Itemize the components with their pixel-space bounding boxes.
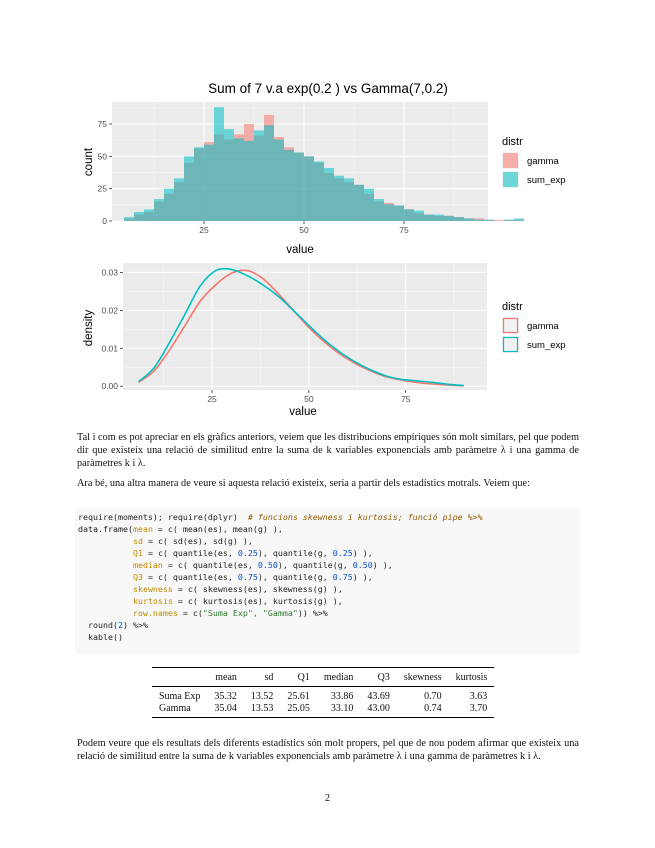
histogram-bar-sum-exp [164,189,174,221]
table-cell: 25.05 [287,703,310,714]
chart1-y-label: count [83,147,95,177]
table-cell: 13.53 [250,703,274,714]
code-arg: row.names [132,608,178,619]
histogram-bar-sum-exp [334,176,344,221]
histogram-bar-sum-exp [414,211,424,221]
code-token: = c( skewness(es), skewness(g) ), [172,584,343,595]
histogram-bar-sum-exp [484,220,494,221]
table-header: kurtosis [449,668,495,687]
histogram-bar-sum-exp [474,220,484,221]
table-header: sd [244,668,281,687]
legend2-swatch-sum-exp [502,336,519,353]
histogram-bar-sum-exp [124,217,134,221]
code-token: = c( mean(es), mean(g) ), [152,524,283,535]
code-token: data.frame( [78,524,133,535]
legend1-key-sum-exp [503,172,518,187]
histogram-bar-sum-exp [514,218,524,221]
y-tick-label: 0.02 [101,305,118,316]
x-tick-label: 75 [399,225,409,235]
x-tick-label: 25 [207,394,217,404]
table-cell: Gamma [159,703,191,714]
paragraph-intro: Tal i com es pot apreciar en els gràfics anteriors, veiem que les distribucions empíriques són molt similars, pel que podem dir que existeix una relació de similitud entre la suma de k variables exponencials amb paràmetre λ i una gamma de paràmetres k i λ. [77,432,579,470]
table-header: median [317,668,360,687]
histogram-bar-sum-exp [384,204,394,221]
code-arg: Q3 [132,572,143,583]
code-token: ), quantile(g, [257,548,333,559]
histogram-bar-sum-exp [284,150,294,221]
y-tick-label: 0.03 [101,267,118,278]
legend2-swatch-gamma [502,317,519,334]
histogram-bar-sum-exp [204,145,214,221]
x-tick-label: 50 [299,225,309,235]
table-cell: 43.69 [367,691,390,702]
table-cell: 43.00 [367,703,390,714]
code-token: = c( [177,608,203,619]
chart1-x-ticks [199,221,409,235]
code-arg: sd [132,536,143,547]
histogram-bar-gamma [494,220,504,221]
table-cell: Suma Exp [159,691,201,702]
figure [0,0,655,420]
y-tick-label: 0.00 [101,381,118,392]
code-arg: skewness [132,584,173,595]
histogram-bar-sum-exp [154,199,164,221]
histogram-bar-sum-exp [304,156,314,221]
table-header: mean [207,668,244,687]
code-number: 0.75 [332,572,353,583]
table-cell: 33.86 [330,691,354,702]
histogram-bar-sum-exp [264,125,274,221]
histogram-bar-sum-exp [364,189,374,221]
histogram-bar-sum-exp [234,138,244,221]
table-header-row [152,668,494,687]
y-tick-label: 0 [102,216,107,226]
code-token: kable() [88,632,123,643]
histogram-bar-sum-exp [434,215,444,221]
chart1-y-ticks [98,119,112,226]
histogram-bar-sum-exp [274,140,284,221]
code-number: 0.75 [237,572,258,583]
histogram-bar-sum-exp [214,107,224,221]
histogram-bar-sum-exp [224,129,234,221]
legend1-title: distr [502,136,523,148]
table-header [152,668,207,687]
table-header: skewness [397,668,449,687]
legend1-label-gamma: gamma [527,156,559,167]
code-token: = c( quantile(es, [142,548,238,559]
table-cell: 35.32 [214,691,237,702]
histogram-bar-sum-exp [294,152,304,221]
code-comment: # funcions skewness i kurtosis; funció pipe %>% [247,512,483,522]
table-header: Q3 [360,668,397,687]
histogram-bar-sum-exp [134,212,144,221]
histogram-bar-sum-exp [504,220,514,221]
code-number: 0.25 [332,548,353,559]
code-arg: Q1 [132,548,143,559]
histogram-bar-sum-exp [424,215,434,221]
chart1-title: Sum of 7 v.a exp(0.2 ) vs Gamma(7,0.2) [208,81,448,96]
histogram-bar-sum-exp [404,209,414,221]
paragraph-conclusion: Podem veure que els resultats dels diferents estadístics són molt propers, pel que de nou podem afirmar que existeix una relació de similitud entre la suma de k variables exponencials amb paràmetre λ i una gamma de paràmetres k i λ. [77,738,579,763]
y-tick-label: 0.01 [101,343,118,354]
histogram-bar-sum-exp [254,130,264,221]
histogram-bar-sum-exp [314,162,324,222]
legend2-label-sum-exp: sum_exp [527,340,566,351]
legend2-label-gamma: gamma [527,321,559,332]
page-number: 2 [324,793,331,804]
code-token: round( [88,620,118,631]
histogram-bar-sum-exp [374,199,384,221]
chart2-x-ticks [207,390,410,404]
code-token: = c( sd(es), sd(g) ), [142,536,253,547]
code-number: 0.25 [237,548,258,559]
x-tick-label: 50 [304,394,314,404]
chart2-y-ticks [101,267,123,391]
legend1-label-sum-exp: sum_exp [527,175,566,186]
table-cell: 3.63 [469,691,488,702]
code-number: 0.50 [257,560,278,571]
x-tick-label: 75 [400,394,411,404]
table-header: Q1 [280,668,317,687]
histogram-bar-sum-exp [454,217,464,221]
code-token: )) %>% [297,608,328,619]
histogram-bar-sum-exp [184,156,194,221]
code-token: = c( quantile(es, [162,560,258,571]
code-token: ) %>% [122,620,148,631]
y-tick-label: 75 [97,118,107,129]
table-cell: 0.70 [424,691,442,702]
code-line: require(moments); require(dplyr) [78,512,238,522]
code-token: ) ), [352,572,373,583]
table-cell: 13.52 [250,691,274,702]
table-cell: 25.61 [287,691,310,702]
code-token: ), quantile(g, [277,560,353,571]
x-tick-label: 25 [199,225,209,235]
histogram-bar-sum-exp [394,205,404,221]
code-token: = c( kurtosis(es), kurtosis(g) ), [172,596,343,607]
code-arg: mean [132,524,153,535]
histogram-bar-sum-exp [244,141,254,221]
code-arg: median [132,560,163,571]
chart2-y-label: density [83,309,95,347]
histogram-bar-sum-exp [354,185,364,221]
legend1-key-gamma [503,153,518,168]
paragraph-statistics: Ara bé, una altra manera de veure si aquesta relació existeix, seria a partir dels estadístics motrals. Veiem que: [77,478,530,489]
chart1-x-label: value [286,244,314,256]
table-cell: 0.74 [424,703,442,714]
code-number: 0.50 [352,560,373,571]
code-token: ) ), [352,548,373,559]
code-string: "Suma Exp", "Gamma" [202,608,298,619]
code-number: 2 [117,620,123,631]
table-cell: 33.10 [330,703,354,714]
code-token: = c( quantile(es, [142,572,238,583]
histogram-bar-sum-exp [194,147,204,221]
chart2-x-label: value [289,406,317,418]
histogram-bar-sum-exp [444,216,454,221]
table-cell: 35.04 [214,703,237,714]
histogram-bar-sum-exp [174,178,184,221]
code-token: ), quantile(g, [257,572,333,583]
table-row [152,687,494,703]
histogram-bar-sum-exp [324,168,334,221]
code-token: ) ), [372,560,393,571]
histogram-bar-sum-exp [144,209,154,221]
code-block [75,508,580,654]
legend2-title: distr [502,301,523,313]
table-cell: 3.70 [469,703,488,714]
code-arg: kurtosis [132,596,173,607]
table-row [152,702,494,718]
histogram-bar-sum-exp [344,178,354,221]
y-tick-label: 50 [97,151,107,162]
y-tick-label: 25 [97,183,107,194]
statistics-table [152,667,494,718]
histogram-bar-sum-exp [464,218,474,221]
